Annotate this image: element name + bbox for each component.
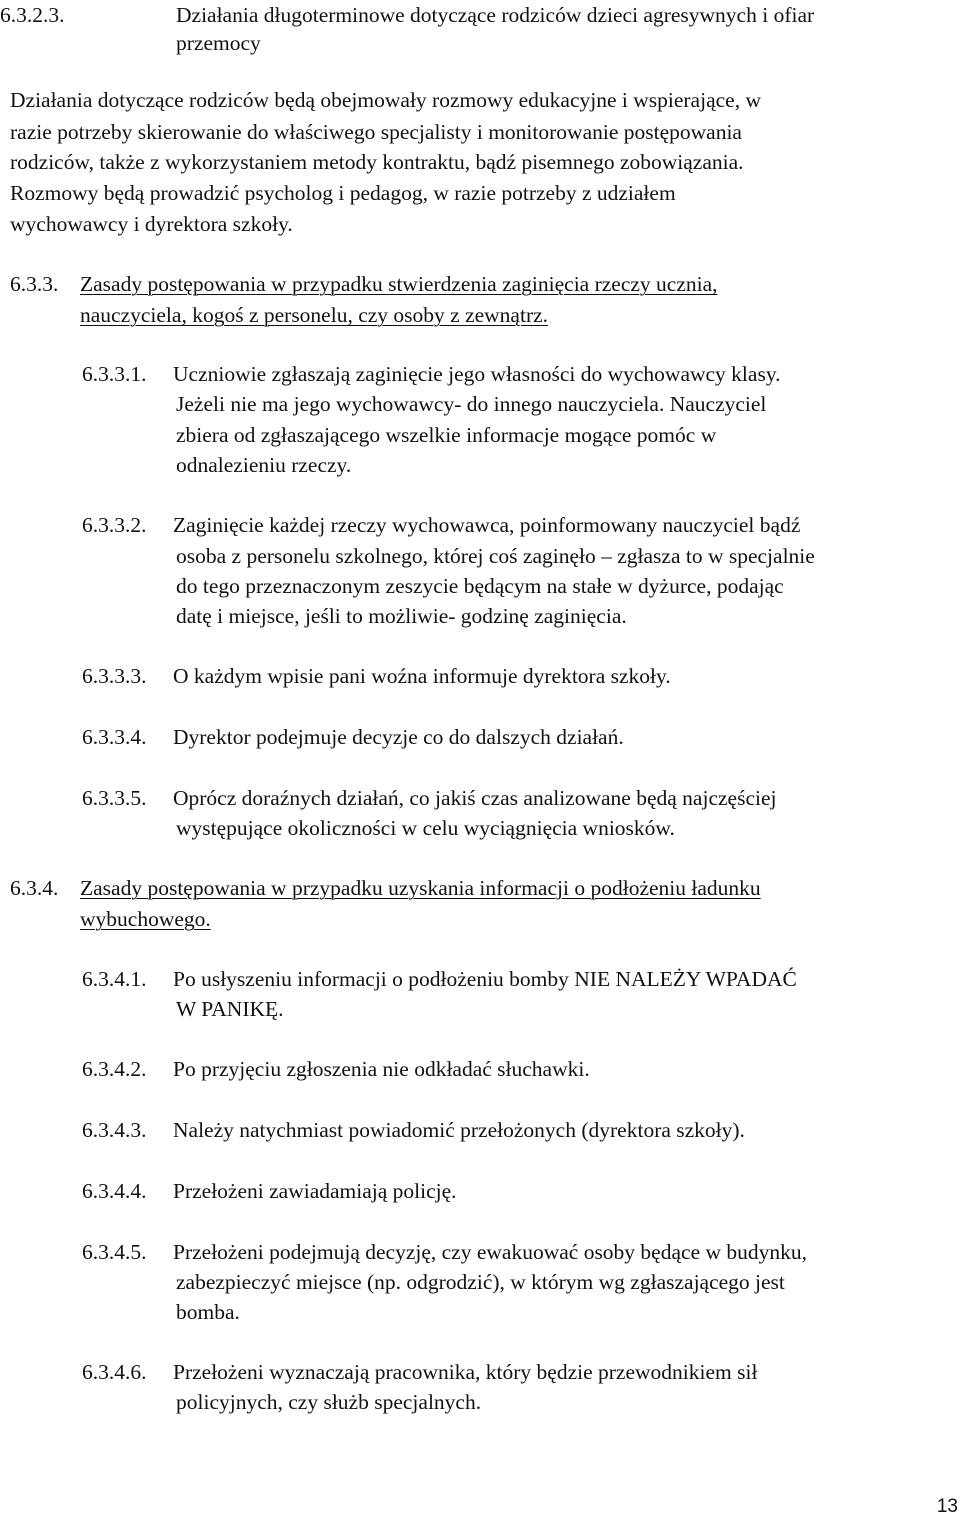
paragraph-line: wychowawcy i dyrektora szkoły. [10, 212, 293, 236]
section-heading: przemocy [176, 31, 261, 55]
section-heading: wybuchowego. [80, 907, 211, 931]
section-heading: Zasady postępowania w przypadku uzyskania informacji o podłożeniu ładunku [80, 876, 761, 900]
item-number: 6.3.4.4. [82, 1179, 147, 1203]
item-line: Należy natychmiast powiadomić przełożonych (dyrektora szkoły). [173, 1118, 745, 1142]
paragraph-line: Rozmowy będą prowadzić psycholog i pedagog, w razie potrzeby z udziałem [10, 181, 676, 205]
item-line: Oprócz doraźnych działań, co jakiś czas analizowane będą najczęściej [173, 786, 777, 810]
paragraph-line: rodziców, także z wykorzystaniem metody kontraktu, bądź pisemnego zobowiązania. [10, 150, 744, 174]
item-number: 6.3.4.5. [82, 1240, 147, 1264]
item-number: 6.3.3.2. [82, 513, 147, 537]
item-line: bomba. [176, 1300, 240, 1324]
item-line: zabezpieczyć miejsce (np. odgrodzić), w którym wg zgłaszającego jest [176, 1270, 785, 1294]
item-line: odnalezieniu rzeczy. [176, 453, 352, 477]
item-line: Przełożeni zawiadamiają policję. [173, 1179, 457, 1203]
item-line: do tego przeznaczonym zeszycie będącym na stałe w dyżurce, podając [176, 574, 784, 598]
item-line: datę i miejsce, jeśli to możliwie- godzinę zaginięcia. [176, 604, 627, 628]
item-line: Dyrektor podejmuje decyzje co do dalszych działań. [173, 725, 624, 749]
paragraph-line: razie potrzeby skierowanie do właściwego specjalisty i monitorowanie postępowania [10, 120, 742, 144]
item-line: występujące okoliczności w celu wyciągnięcia wniosków. [176, 816, 675, 840]
item-line: Przełożeni wyznaczają pracownika, który będzie przewodnikiem sił [173, 1360, 758, 1384]
item-number: 6.3.3.4. [82, 725, 147, 749]
item-line: osoba z personelu szkolnego, której coś zaginęło – zgłasza to w specjalnie [176, 544, 815, 568]
item-line: policyjnych, czy służb specjalnych. [176, 1390, 482, 1414]
page-number: 13 [936, 1496, 958, 1517]
section-number: 6.3.4. [10, 876, 59, 900]
item-line: Po przyjęciu zgłoszenia nie odkładać słuchawki. [173, 1057, 590, 1081]
paragraph-line: Działania dotyczące rodziców będą obejmowały rozmowy edukacyjne i wspierające, w [10, 88, 761, 112]
item-line: Przełożeni podejmują decyzję, czy ewakuować osoby będące w budynku, [173, 1240, 808, 1264]
item-line: zbiera od zgłaszającego wszelkie informacje mogące pomóc w [176, 423, 717, 447]
section-heading: nauczyciela, kogoś z personelu, czy osoby z zewnątrz. [80, 303, 549, 327]
item-line: O każdym wpisie pani woźna informuje dyrektora szkoły. [173, 664, 671, 688]
item-number: 6.3.3.1. [82, 362, 147, 386]
item-line: W PANIKĘ. [176, 997, 284, 1021]
item-number: 6.3.3.3. [82, 664, 147, 688]
section-heading: Zasady postępowania w przypadku stwierdzenia zaginięcia rzeczy ucznia, [80, 272, 718, 296]
section-number: 6.3.3. [10, 272, 59, 296]
item-number: 6.3.3.5. [82, 786, 147, 810]
item-line: Uczniowie zgłaszają zaginięcie jego własności do wychowawcy klasy. [173, 362, 781, 386]
section-number: 6.3.2.3. [0, 3, 65, 27]
item-line: Jeżeli nie ma jego wychowawcy- do innego nauczyciela. Nauczyciel [176, 392, 767, 416]
item-number: 6.3.4.1. [82, 967, 147, 991]
section-heading: Działania długoterminowe dotyczące rodziców dzieci agresywnych i ofiar [176, 3, 815, 27]
item-line: Po usłyszeniu informacji o podłożeniu bomby NIE NALEŻY WPADAĆ [173, 967, 797, 991]
item-number: 6.3.4.6. [82, 1360, 147, 1384]
item-number: 6.3.4.3. [82, 1118, 147, 1142]
item-line: Zaginięcie każdej rzeczy wychowawca, poinformowany nauczyciel bądź [173, 513, 801, 537]
item-number: 6.3.4.2. [82, 1057, 147, 1081]
